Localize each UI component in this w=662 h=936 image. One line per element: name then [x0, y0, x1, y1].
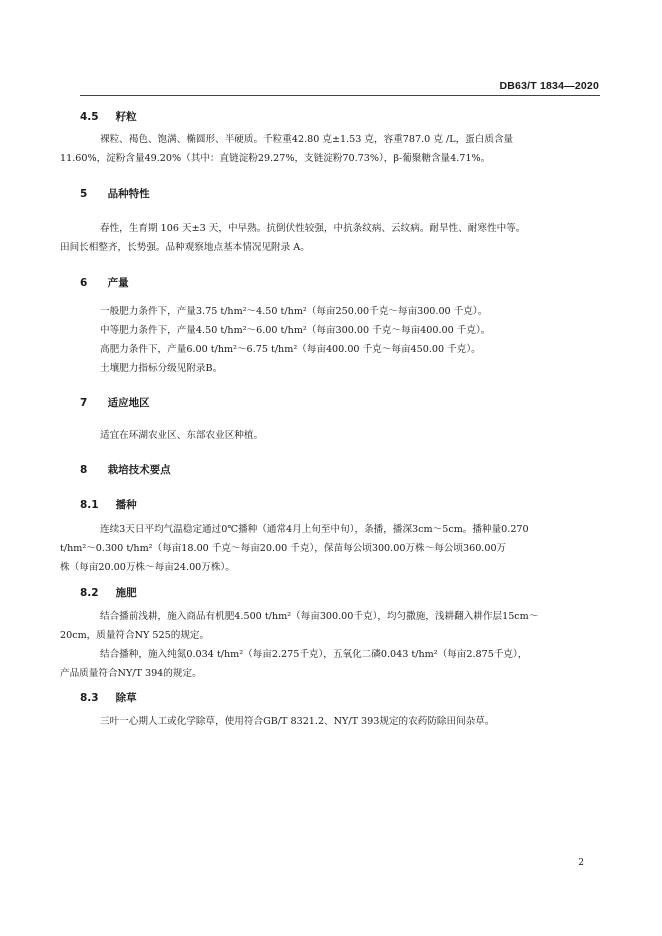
paragraph-traits [60, 219, 605, 257]
text-line: 11.60%，淀粉含量49.20%（其中：直链淀粉29.27%，支链淀粉70.73%），β-葡聚糖含量4.71%。 [60, 153, 491, 164]
section-title: 品种特性 [107, 188, 150, 200]
section-title: 除草 [115, 692, 137, 704]
section-heading-6 [80, 275, 129, 290]
section-title: 产量 [107, 277, 129, 289]
section-heading-8-3 [80, 690, 137, 705]
section-heading-8-1 [80, 497, 137, 512]
paragraph-sowing [60, 520, 605, 577]
section-number: 6 [80, 277, 88, 289]
section-heading-8 [80, 462, 171, 477]
text-line: 结合播种，施入纯氮0.034 t/hm²（每亩2.275千克），五氧化二磷0.043 t/hm²（每亩2.875千克）， [100, 649, 528, 660]
section-number: 7 [80, 397, 88, 409]
text-line: t/hm²～0.300 t/hm²（每亩18.00 千克～每亩20.00 千克），保苗每公顷300.00万株～每公顷360.00万 [60, 543, 507, 554]
text-line: 裸粒、褐色、饱满、椭圆形、半硬质。千粒重42.80 克±1.53 克，容重787.0 克 /L，蛋白质含量 [100, 134, 514, 145]
text-line: 田间长相整齐，长势强。品种观察地点基本情况见附录 A。 [60, 242, 310, 253]
section-number: 8.1 [80, 499, 99, 511]
page-number: 2 [578, 858, 584, 868]
paragraph-region [80, 426, 605, 445]
paragraph-yield [80, 302, 605, 378]
document-code: DB63/T 1834—2020 [499, 80, 599, 92]
text-line: 一般肥力条件下，产量3.75 t/hm²～4.50 t/hm²（每亩250.00千克～每亩300.00 千克）。 [100, 306, 488, 317]
text-line: 土壤肥力指标分级见附录B。 [100, 363, 223, 374]
text-line: 三叶一心期人工或化学除草，使用符合GB/T 8321.2、NY/T 393规定的农药防除田间杂草。 [100, 716, 495, 727]
text-line: 中等肥力条件下，产量4.50 t/hm²～6.00 t/hm²（每亩300.00 千克～每亩400.00 千克）。 [100, 325, 491, 336]
section-number: 8.3 [80, 692, 99, 704]
section-number: 4.5 [80, 111, 99, 123]
section-title: 适应地区 [107, 397, 150, 409]
section-heading-8-2 [80, 585, 137, 600]
paragraph-grain [60, 130, 605, 168]
section-number: 8.2 [80, 587, 99, 599]
header-rule [80, 95, 600, 96]
section-title: 施肥 [115, 587, 137, 599]
section-number: 8 [80, 464, 88, 476]
text-line: 结合播前浅耕，施入商品有机肥4.500 t/hm²（每亩300.00千克），均匀撒施，浅耕翻入耕作层15cm～ [100, 611, 539, 622]
paragraph-weeding [80, 712, 605, 731]
paragraph-fertilizing [60, 607, 605, 683]
section-heading-7 [80, 395, 150, 410]
text-line: 高肥力条件下，产量6.00 t/hm²～6.75 t/hm²（每亩400.00 千克～每亩450.00 千克）。 [100, 344, 481, 355]
text-line: 连续3天日平均气温稳定通过0℃播种（通常4月上旬至中旬），条播，播深3cm～5cm。播种量0.270 [100, 524, 529, 535]
text-line: 株（每亩20.00万株～每亩24.00万株）。 [60, 562, 235, 573]
text-line: 适宜在环湖农业区、东部农业区种植。 [100, 430, 264, 441]
section-title: 播种 [115, 499, 137, 511]
section-number: 5 [80, 188, 88, 200]
text-line: 产品质量符合NY/T 394的规定。 [60, 668, 202, 679]
section-title: 籽粒 [115, 111, 137, 123]
section-heading-4-5 [80, 109, 137, 124]
text-line: 春性，生育期 106 天±3 天，中早熟。抗倒伏性较强，中抗条纹病、云纹病。耐旱性、耐寒性中等。 [100, 223, 526, 234]
section-heading-5 [80, 186, 150, 201]
text-line: 20cm，质量符合NY 525的规定。 [60, 630, 210, 641]
section-title: 栽培技术要点 [107, 464, 171, 476]
